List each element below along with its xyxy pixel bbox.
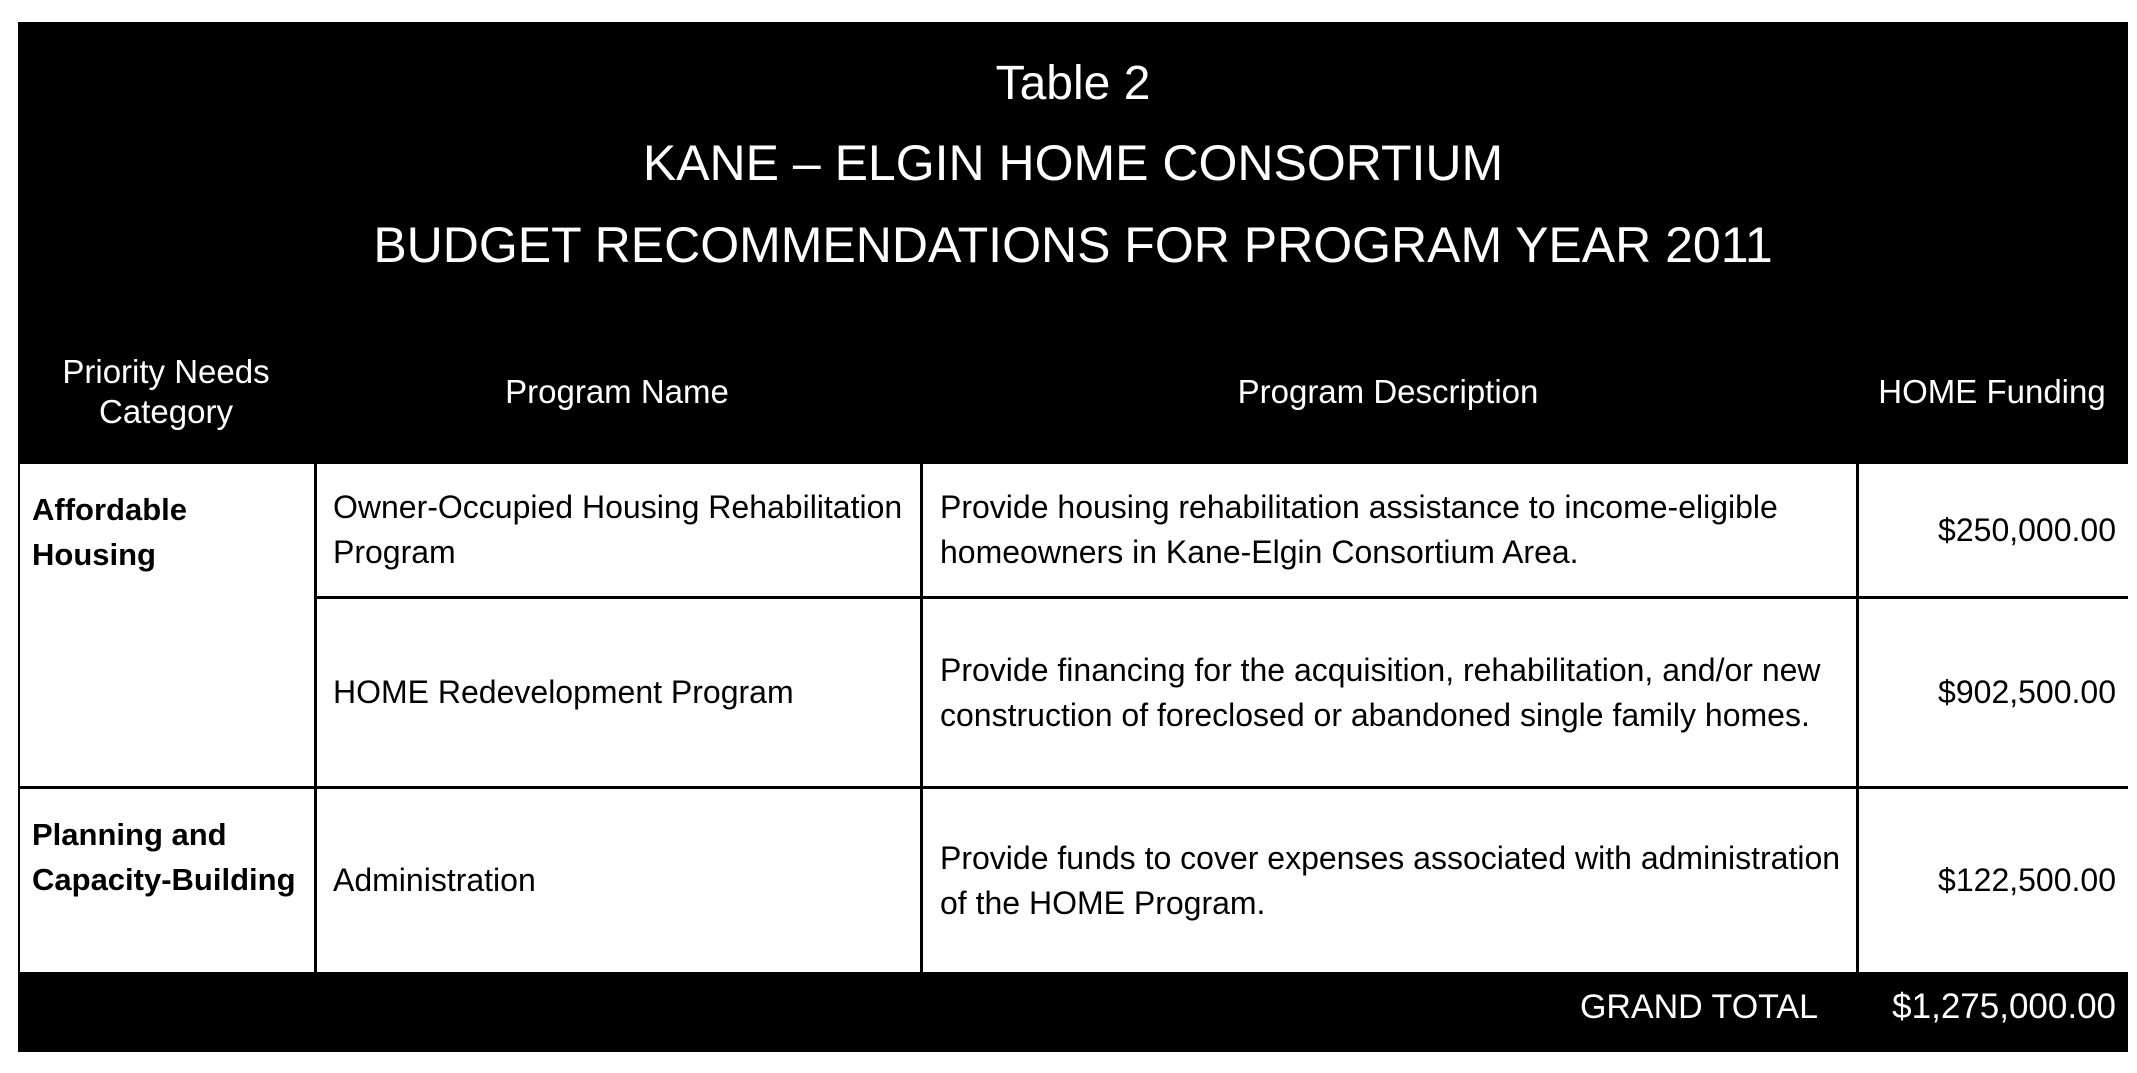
- program-name-owner-occupied: Owner-Occupied Housing Rehabilitation Program: [317, 464, 920, 596]
- category-affordable-housing: Affordable Housing: [20, 464, 314, 786]
- column-header-home-funding: HOME Funding: [1878, 373, 2106, 411]
- program-description-owner-occupied: Provide housing rehabilitation assistance to income-eligible homeowners in Kane-Elgin Consortium Area.: [923, 464, 1856, 596]
- category-planning-capacity-building: Planning and Capacity-Building: [20, 789, 314, 972]
- program-description-redevelopment: Provide financing for the acquisition, rehabilitation, and/or new construction of foreclosed or abandoned single family homes.: [923, 599, 1856, 786]
- funding-owner-occupied: $250,000.00: [1859, 464, 2128, 596]
- column-header-priority-needs: Priority Needs Category: [62, 353, 270, 430]
- grand-total-label: GRAND TOTAL: [1579, 988, 1818, 1026]
- funding-redevelopment: $902,500.00: [1859, 599, 2128, 786]
- program-name-redevelopment: HOME Redevelopment Program: [317, 599, 920, 786]
- program-name-administration: Administration: [317, 789, 920, 972]
- budget-table: [18, 22, 2128, 1052]
- column-header-program-name: Program Name: [505, 373, 729, 411]
- consortium-name: KANE – ELGIN HOME CONSORTIUM: [642, 135, 1504, 191]
- program-description-administration: Provide funds to cover expenses associated with administration of the HOME Program.: [923, 789, 1856, 972]
- table-number: Table 2: [995, 57, 1151, 110]
- table-title-block: [18, 22, 2128, 312]
- funding-administration: $122,500.00: [1859, 789, 2128, 972]
- grand-total-amount: $1,275,000.00: [1892, 987, 2116, 1026]
- table-subtitle: BUDGET RECOMMENDATIONS FOR PROGRAM YEAR 2011: [373, 217, 1773, 273]
- column-header-program-description: Program Description: [1237, 373, 1539, 411]
